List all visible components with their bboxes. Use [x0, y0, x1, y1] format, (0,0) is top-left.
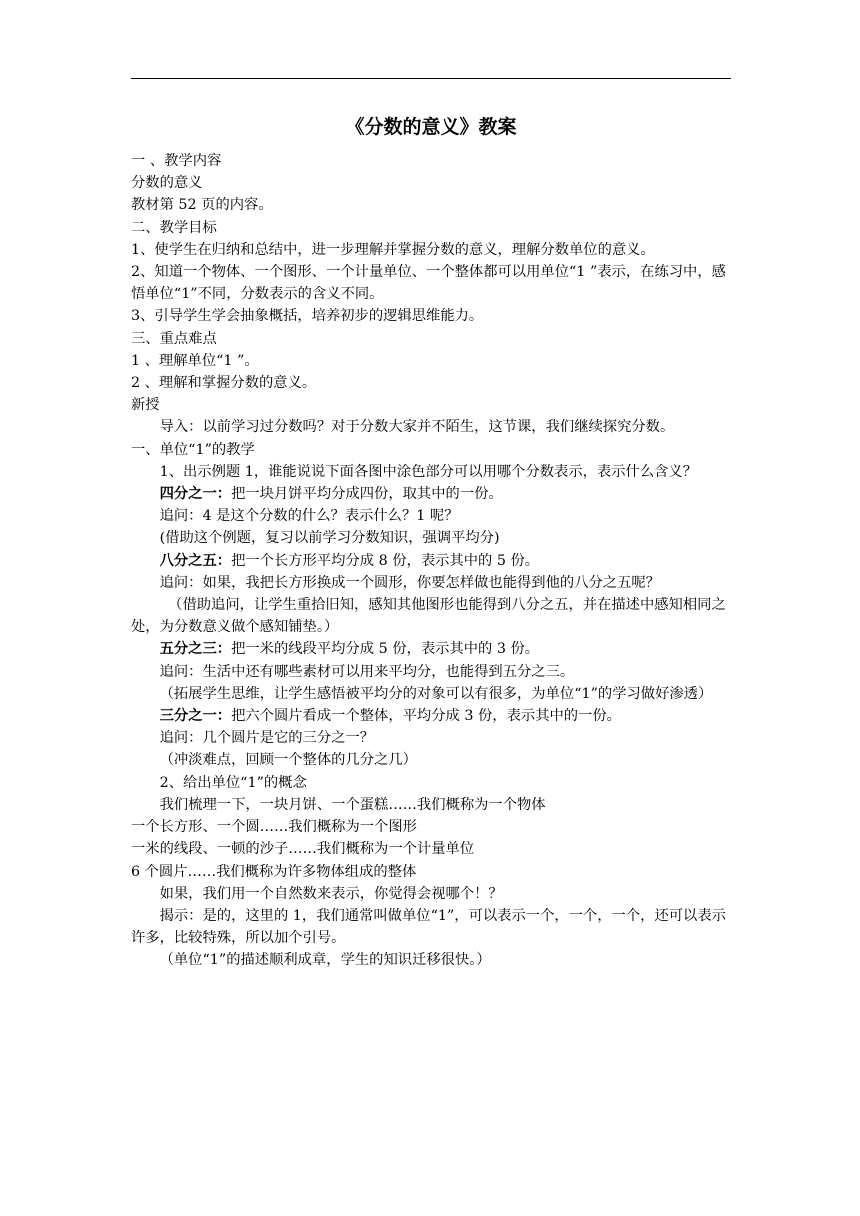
five-eighths-text: 把一个长方形平均分成 8 份，表示其中的 5 份。: [231, 552, 540, 569]
document-title: 《分数的意义》教案: [345, 116, 517, 138]
intro-paragraph: 导入：以前学习过分数吗？对于分数大家并不陌生，这节课，我们继续探究分数。: [159, 419, 675, 436]
five-eighths-paragraph: [131, 550, 731, 572]
reveal-paragraph: 揭示：是的，这里的 1，我们通常叫做单位“1”，可以表示一个，一个，一个，还可以表示许多，比较特殊，所以加个引号。: [131, 907, 726, 947]
follow-up-question: 追问：生活中还有哪些素材可以用来平均分，也能得到五分之三。: [159, 663, 575, 680]
key-point-item: 2 、理解和掌握分数的意义。: [131, 375, 317, 392]
quarter-paragraph: [131, 483, 731, 505]
concept-heading: 2、给出单位“1”的概念: [159, 774, 307, 791]
three-fifths-paragraph: [131, 638, 731, 660]
follow-up-question: 追问：几个圆片是它的三分之一？: [159, 730, 375, 747]
three-fifths-label: 五分之三：: [159, 641, 232, 658]
goal-item: 3、引导学生学会抽象概括，培养初步的逻辑思维能力。: [131, 308, 484, 325]
lesson-topic: 分数的意义: [131, 175, 203, 192]
summary-line: 我们梳理一下，一块月饼、一个蛋糕……我们概称为一个物体: [159, 796, 546, 813]
one-third-paragraph: [131, 705, 731, 727]
goal-item: 2、知道一个物体、一个图形、一个计量单位、一个整体都可以用单位“1 ”表示，在练习中，感悟单位“1”不同，分数表示的含义不同。: [131, 264, 726, 303]
follow-up-question: 追问：如果，我把长方形换成一个圆形，你要怎样做也能得到他的八分之五呢？: [159, 574, 660, 591]
five-eighths-label: 八分之五：: [159, 552, 232, 569]
teaching-note: （拓展学生思维，让学生感悟被平均分的对象可以有很多，为单位“1”的学习做好渗透）: [159, 685, 713, 702]
teaching-note: （借助追问，让学生重拾旧知，感知其他图形也能得到八分之五，并在描述中感知相同之处，为分数意义做个感知铺垫。）: [131, 597, 726, 636]
example-paragraph: 1、出示例题 1，谁能说说下面各图中涂色部分可以用哪个分数表示，表示什么含义？: [159, 463, 698, 480]
section-heading-goals: 二、教学目标: [131, 219, 217, 236]
key-point-item: 1 、理解单位“1 ”。: [131, 352, 259, 369]
one-third-label: 三分之一：: [159, 708, 232, 725]
follow-up-question: 追问：4 是这个分数的什么？表示什么？1 呢？: [159, 508, 459, 525]
quarter-text: 把一块月饼平均分成四份，取其中的一份。: [231, 486, 503, 503]
teaching-note: （冲淡难点，回顾一个整体的几分之几）: [159, 752, 417, 769]
reflection-note: （单位“1”的描述顺利成章，学生的知识迁移很快。）: [159, 952, 491, 969]
teaching-note: (借助这个例题，复习以前学习分数知识，强调平均分): [159, 530, 500, 547]
new-teaching-heading: 新授: [131, 397, 160, 414]
document-body: [131, 150, 731, 972]
summary-line: 一米的线段、一顿的沙子……我们概称为一个计量单位: [131, 841, 475, 858]
question-paragraph: 如果，我们用一个自然数来表示，你觉得会视哪个！？: [159, 885, 503, 902]
unit-one-heading: 一、单位“1”的教学: [131, 441, 255, 458]
header-rule: [131, 78, 731, 79]
section-heading-content: 一 、教学内容: [131, 153, 222, 169]
section-heading-key-points: 三、重点难点: [131, 330, 217, 347]
summary-line: 一个长方形、一个圆……我们概称为一个图形: [131, 819, 417, 836]
textbook-reference: 教材第 52 页的内容。: [131, 197, 273, 214]
summary-line: 6 个圆片……我们概称为许多物体组成的整体: [131, 863, 417, 880]
goal-item: 1、使学生在归纳和总结中，进一步理解并掌握分数的意义，理解分数单位的意义。: [131, 241, 655, 258]
one-third-text: 把六个圆片看成一个整体，平均分成 3 份，表示其中的一份。: [231, 708, 621, 725]
three-fifths-text: 把一米的线段平均分成 5 份，表示其中的 3 份。: [231, 641, 540, 658]
quarter-label: 四分之一：: [159, 486, 232, 503]
